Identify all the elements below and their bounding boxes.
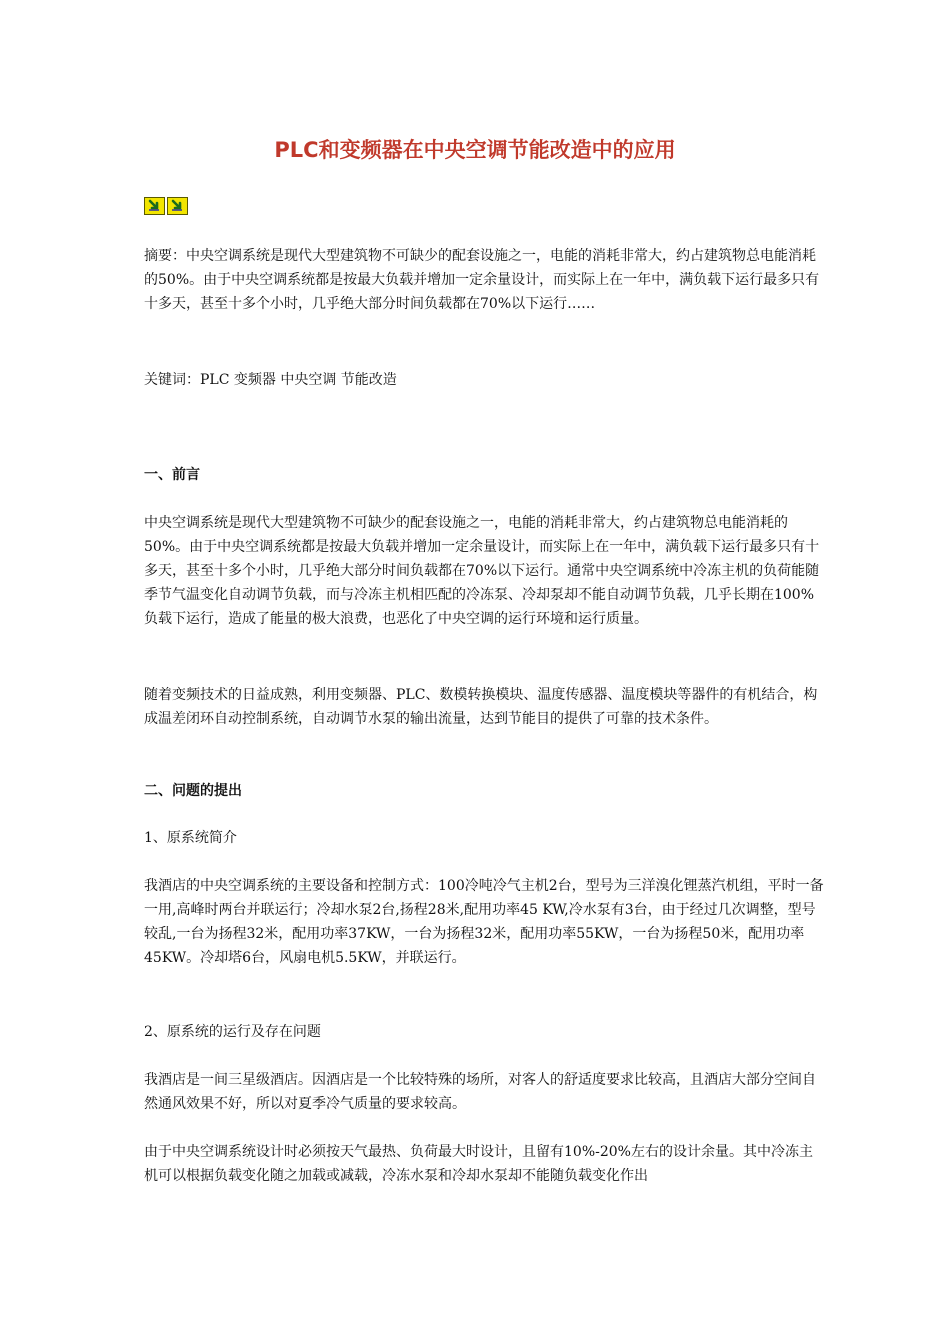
section-heading-intro: 一、前言: [144, 467, 200, 483]
subheading-original-system: 1、原系统简介: [144, 830, 237, 846]
page-title: PLC和变频器在中央空调节能改造中的应用: [274, 138, 676, 162]
abstract-paragraph: 摘要：中央空调系统是现代大型建筑物不可缺少的配套设施之一，电能的消耗非常大，约占建筑物总电能消耗的50%。由于中央空调系统都是按最大负载并增加一定余量设计，而实际上在一年中，满负载下运行最多只有十多天，甚至十多个小时，几乎绝大部分时间负载都在70%以下运行……: [144, 248, 820, 312]
design-margin-paragraph: 由于中央空调系统设计时必须按天气最热、负荷最大时设计，且留有10%-20%左右的设计余量。其中冷冻主机可以根据负载变化随之加载或减载，冷冻水泵和冷却水泵却不能随负载变化作出: [144, 1144, 813, 1184]
keywords-line: 关键词：PLC 变频器 中央空调 节能改造: [144, 372, 397, 388]
icon-row: [144, 197, 188, 215]
subheading-existing-problems: 2、原系统的运行及存在问题: [144, 1024, 321, 1040]
original-system-paragraph: 我酒店的中央空调系统的主要设备和控制方式：100冷吨冷气主机2台，型号为三洋溴化锂蒸汽机组，平时一备一用,高峰时两台并联运行；冷却水泵2台,扬程28米,配用功率45 KW,冷水泵有3台，由于经过几次调整，型号较乱,一台为扬程32米，配用功率37KW，一台为扬程32米，配用功率55KW，一台为扬程50米，配用功率45KW。冷却塔6台，风扇电机5.5KW，并联运行。: [144, 878, 824, 966]
section-heading-problem: 二、问题的提出: [144, 783, 242, 799]
arrow-icon: [167, 197, 188, 215]
intro-paragraph-2: 随着变频技术的日益成熟，利用变频器、PLC、数模转换模块、温度传感器、温度模块等器件的有机结合，构成温差闭环自动控制系统，自动调节水泵的输出流量，达到节能目的提供了可靠的技术条件。: [144, 687, 818, 727]
arrow-icon: [144, 197, 165, 215]
intro-paragraph-1: 中央空调系统是现代大型建筑物不可缺少的配套设施之一，电能的消耗非常大，约占建筑物总电能消耗的50%。由于中央空调系统都是按最大负载并增加一定余量设计，而实际上在一年中，满负载下运行最多只有十多天，甚至十多个小时，几乎绝大部分时间负载都在70%以下运行。通常中央空调系统中冷冻主机的负荷能随季节气温变化自动调节负载，而与冷冻主机相匹配的冷冻泵、冷却泵却不能自动调节负载，几乎长期在100%负载下运行，造成了能量的极大浪费，也恶化了中央空调的运行环境和运行质量。: [144, 515, 820, 627]
hotel-paragraph: 我酒店是一间三星级酒店。因酒店是一个比较特殊的场所，对客人的舒适度要求比较高，且酒店大部分空间自然通风效果不好，所以对夏季冷气质量的要求较高。: [144, 1072, 816, 1112]
